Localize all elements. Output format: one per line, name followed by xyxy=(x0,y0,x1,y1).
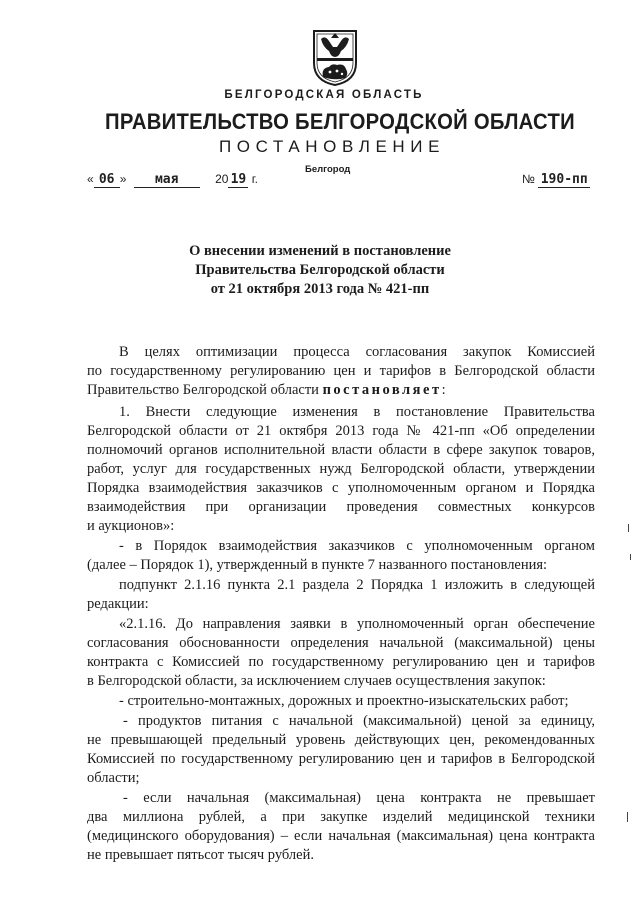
body-line: контракта с Комиссией по государственному регулированию цен и тарифов xyxy=(87,654,595,670)
body-line: не превышает пятьсот тысяч рублей. xyxy=(87,847,314,863)
body-line: 1. Внести следующие изменения в постановление Правительства xyxy=(119,404,595,420)
scan-mark xyxy=(627,812,628,822)
body-line-resolution xyxy=(87,381,595,400)
body-line: (далее – Порядок 1), утвержденный в пункте 7 названного постановления: xyxy=(87,557,548,573)
body-line: «2.1.16. До направления заявки в уполномоченный орган обеспечение xyxy=(119,616,595,632)
body-line: два миллиона рублей, а при закупке изделий медицинской техники xyxy=(87,809,595,825)
resolution-text: Правительство Белгородской области xyxy=(87,382,323,398)
body-line: редакции: xyxy=(87,596,149,612)
number-prefix: № xyxy=(522,172,535,186)
city-name: Белгород xyxy=(305,164,351,175)
body-line: - в Порядок взаимодействия заказчиков с уполномоченным органом xyxy=(119,538,595,554)
body-line: в Белгородской области, за исключением случаев осуществления закупок: xyxy=(87,673,546,689)
date-month: мая xyxy=(134,173,200,188)
decree-number xyxy=(522,172,590,188)
number-value: 190-пп xyxy=(538,173,590,188)
decree-date xyxy=(87,172,258,188)
date-year-unit: г. xyxy=(251,172,259,186)
body-line: Комиссией по государственному регулированию цен и тарифов в Белгородской xyxy=(87,751,595,767)
date-close-quote: » xyxy=(119,172,127,186)
body-line: не превышающей предельный уровень действующих цен, рекомендованных xyxy=(87,732,595,748)
date-year-prefix: 20 xyxy=(215,172,229,186)
title-line: О внесении изменений в постановление xyxy=(189,243,451,259)
title-line: от 21 октября 2013 года № 421-пп xyxy=(210,281,430,297)
body-line: - строительно-монтажных, дорожных и проектно-изыскательских работ; xyxy=(119,693,569,709)
government-name: ПРАВИТЕЛЬСТВО БЕЛГОРОДСКОЙ ОБЛАСТИ xyxy=(105,109,575,134)
document-type: ПОСТАНОВЛЕНИЕ xyxy=(218,137,446,156)
body-line: по государственному регулированию цен и тарифов в Белгородской области xyxy=(87,363,595,379)
coat-of-arms-icon xyxy=(311,27,359,87)
scan-mark xyxy=(630,554,631,560)
title-line: Правительства Белгородской области xyxy=(195,262,445,278)
date-year-suffix: 19 xyxy=(228,173,248,188)
body-line: работ, услуг для государственных нужд Белгородской области, утверждении xyxy=(87,461,595,477)
body-line: Белгородской области от 21 октября 2013 года № 421-пп «Об определении xyxy=(87,423,595,439)
body-line: - продуктов питания с начальной (максимальной) ценой за единицу, xyxy=(123,713,595,729)
scan-mark xyxy=(628,524,629,532)
resolution-colon: : xyxy=(441,382,446,398)
body-line: подпункт 2.1.16 пункта 2.1 раздела 2 Порядка 1 изложить в следующей xyxy=(119,577,595,593)
region-name: БЕЛГОРОДСКАЯ ОБЛАСТЬ xyxy=(224,89,424,101)
body-line: - если начальная (максимальная) цена контракта не превышает xyxy=(123,790,595,806)
body-line: Порядка взаимодействия заказчиков с уполномоченным органом и Порядка xyxy=(87,480,595,496)
resolution-keyword: постановляет xyxy=(322,382,442,398)
body-line: согласования обоснованности определения начальной (максимальной) цены xyxy=(87,635,595,651)
body-line: и аукционов»: xyxy=(87,518,175,534)
date-open-quote: « xyxy=(87,172,94,186)
body-line: В целях оптимизации процесса согласования закупок Комиссией xyxy=(119,344,595,360)
body-line: (медицинского оборудования) – если начальная (максимальная) цена контракта xyxy=(87,828,595,844)
body-line: полномочий органов исполнительной власти области в сфере закупок товаров, xyxy=(87,442,595,458)
body-line: области; xyxy=(87,770,140,786)
date-day: 06 xyxy=(94,173,120,188)
body-line: взаимодействия при организации проведения совместных конкурсов xyxy=(87,499,595,515)
